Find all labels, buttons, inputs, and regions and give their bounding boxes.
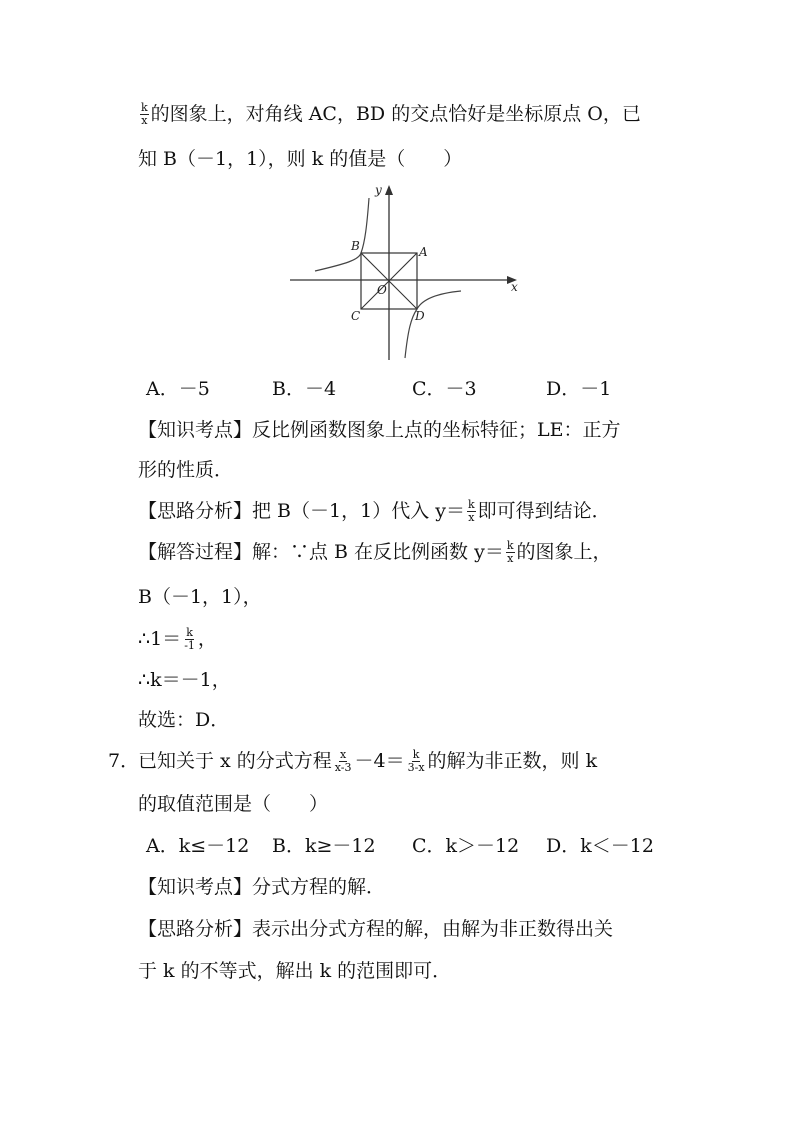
q6-figure [285,180,525,365]
q6-choice-c: C．－3 [412,378,477,400]
q6-choice-d: D．－1 [546,378,612,400]
label-a: A [419,245,428,259]
q6-knowledge-cont: 形的性质． [138,459,234,481]
q6-stem-line-1: $\frac{k}{x}$ 的图象上，对角线 AC，BD 的交点恰好是坐标原点 O，已 [141,100,641,127]
q7-choices [146,832,666,860]
fraction-k-over-x: $\frac{k}{x}$ [506,538,514,565]
y-axis-arrow [385,185,393,195]
fraction-k-over-x: $\frac{k}{x}$ [467,497,475,524]
label-c: C [351,309,361,323]
fraction-x-over-x-minus-3: $\frac{x}{x-3}$ [334,747,352,774]
fraction-k-over-x: $\frac{k}{x}$ [141,100,148,127]
q7-analysis: 【思路分析】表示出分式方程的解，由解为非正数得出关 [138,918,614,940]
q6-step-1: B（－1，1）， [138,586,262,608]
q7-choice-b: B．k≥－12 [272,835,376,857]
hyperbola-branch-lower-right [405,291,461,358]
fraction-k-over-3-minus-x: $\frac{k}{3-x}$ [407,747,425,774]
q7-knowledge: 【知识考点】分式方程的解． [138,876,386,898]
label-x: x [511,280,518,294]
q6-stem-line-2: 知 B（－1，1），则 k 的值是（ ） [138,148,463,170]
q6-choice-a: A．－5 [146,378,210,400]
q6-knowledge: 【知识考点】反比例函数图象上点的坐标特征；LE：正方 [138,419,621,441]
knowledge-label: 【知识考点】 [138,419,253,441]
q7-choice-c: C．k＞－12 [412,835,520,857]
knowledge-label: 【知识考点】 [138,876,253,898]
label-d: D [415,309,425,323]
q7-stem-line-2: 的取值范围是（ ） [138,793,329,815]
analysis-label: 【思路分析】 [138,918,253,940]
fraction-k-over-minus-1: $\frac{k}{-1}$ [184,625,195,652]
q7-number: 7． [108,750,140,772]
q6-step-3: ∴k＝－1， [138,669,231,691]
label-b: B [351,239,360,253]
analysis-label: 【思路分析】 [138,500,253,522]
q7-choice-d: D．k＜－12 [546,835,654,857]
q6-answer: 故选：D． [138,709,230,731]
q6-choice-b: B．－4 [272,378,337,400]
q6-choices [146,375,666,403]
label-y: y [375,183,382,197]
label-o: O [377,283,387,297]
q6-analysis: 【思路分析】把 B（－1，1）代入 y＝ $\frac{k}{x}$ 即可得到结论． [138,497,611,524]
q7-choice-a: A．k≤－12 [146,835,250,857]
solution-label: 【解答过程】 [138,541,253,563]
q6-step-2: ∴1＝ $\frac{k}{-1}$ ， [138,625,217,652]
q6-solution: 【解答过程】解：∵点 B 在反比例函数 y＝ $\frac{k}{x}$ 的图象上， [138,538,612,565]
q7-analysis-cont: 于 k 的不等式，解出 k 的范围即可． [138,960,452,982]
q7-stem-line-1: 已知关于 x 的分式方程 $\frac{x}{x-3}$ －4＝ $\frac{k}{3-x}$ 的解为非正数，则 k [138,747,598,774]
